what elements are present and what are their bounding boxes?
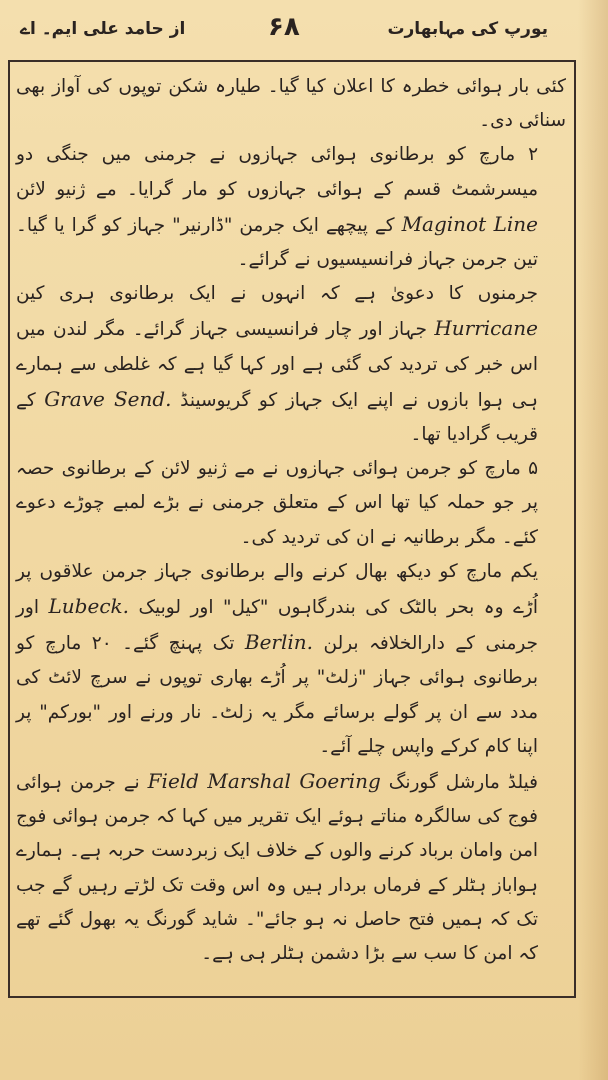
paragraph <box>16 764 566 971</box>
paragraph <box>16 555 566 764</box>
paragraph-text: جہاز اور چار فرانسیسی جہاز گرائے۔ مگر لندن میں اس خبر کی تردید کی گئی ہے اور کہا گیا ہے کہ غلطی سے ہمارے ہی ہوا بازوں نے اپنے ایک جہاز کو گریوسینڈ <box>16 319 538 411</box>
paragraph-text: ۵ مارچ کو جرمن ہوائی جہازوں نے مے ژنیو لائن کے برطانوی حصہ پر جو حملہ کیا تھا اس کے متعلق جرمنی نے بڑے لمبے چوڑے دعوے کئے۔ مگر برطانیہ نے ان کی تردید کی۔ <box>16 458 538 548</box>
paragraph <box>16 452 566 555</box>
paragraph-text: اور جرمنی کے دارالخلافہ برلن <box>16 597 538 655</box>
paragraph-text: یکم مارچ کو دیکھ بھال کرنے والے برطانوی جہاز جرمن علاقوں پر اُڑے وہ بحر بالٹک کی بندرگاہوں "کیل" اور لوبیک <box>16 560 538 619</box>
page-number: ۶۸ <box>268 12 300 42</box>
paragraph-text: جرمنوں کا دعویٰ ہے کہ انہوں نے ایک برطانوی ہری کین <box>16 283 538 305</box>
running-title: یورپ کی مہابھارت <box>387 19 548 39</box>
latin-term: Field Marshal Goering <box>147 769 381 794</box>
latin-term: Berlin. <box>244 630 314 655</box>
paragraph-text: ۲ مارچ کو برطانوی ہوائی جہازوں نے جرمنی میں جنگی دو میسرشمٹ قسم کے ہوائی جہازوں کو مار گرایا۔ مے ژنیو لائن <box>16 144 538 200</box>
body-text <box>16 70 566 971</box>
latin-term: Maginot Line <box>401 211 539 236</box>
paragraph-text: کے قریب گرادیا تھا۔ <box>16 389 538 446</box>
page-header <box>0 6 608 50</box>
page-edge-shadow <box>578 0 608 1080</box>
latin-term: Grave Send. <box>44 386 172 411</box>
paragraph-text: کے پیچھے ایک جرمن "ڈارنیر" جہاز کو گرا یا گیا۔ تین جرمن جہاز فرانسیسیوں نے گرائے۔ <box>16 214 538 271</box>
paragraph-text: نے جرمن ہوائی فوج کی سالگرہ مناتے ہوئے ایک تقریر میں کہا کہ جرمن ہوائی فوج امن وامان برباد کرنے والوں کے خلاف ایک زبردست حربہ ہے۔ ہمارے ہواباز ہٹلر کے فرماں بردار ہیں وہ اس وقت تک لڑتے رہیں گے جب تک کہ ہمیں فتح حاصل نہ ہو جائے"۔ شاید گورنگ یہ بھول گئے تھے کہ امن کا سب سے بڑا دشمن ہٹلر ہی ہے۔ <box>16 772 538 965</box>
paragraph-text: تک پہنچ گئے۔ ۲۰ مارچ کو برطانوی ہوائی جہاز "زلٹ" پر اُڑے بھاری توپوں نے سرچ لائٹ کی مدد سے ان پر گولے برسائے مگر یہ زلٹ۔ نار ورنے اور "بورکم" پر اپنا کام کرکے واپس چلے آئے۔ <box>16 633 538 757</box>
latin-term: Hurricane <box>434 316 538 341</box>
running-author: از حامد علی ایم۔ اے <box>20 19 186 39</box>
paragraph-text: کئی بار ہوائی خطرہ کا اعلان کیا گیا۔ طیارہ شکن توپوں کی آواز بھی سنائی دی۔ <box>16 76 566 132</box>
latin-term: Lubeck. <box>48 594 129 619</box>
paragraph <box>16 277 566 452</box>
paragraph <box>16 138 566 277</box>
paragraph-text: فیلڈ مارشل گورنگ <box>380 772 538 794</box>
paragraph <box>16 70 566 138</box>
